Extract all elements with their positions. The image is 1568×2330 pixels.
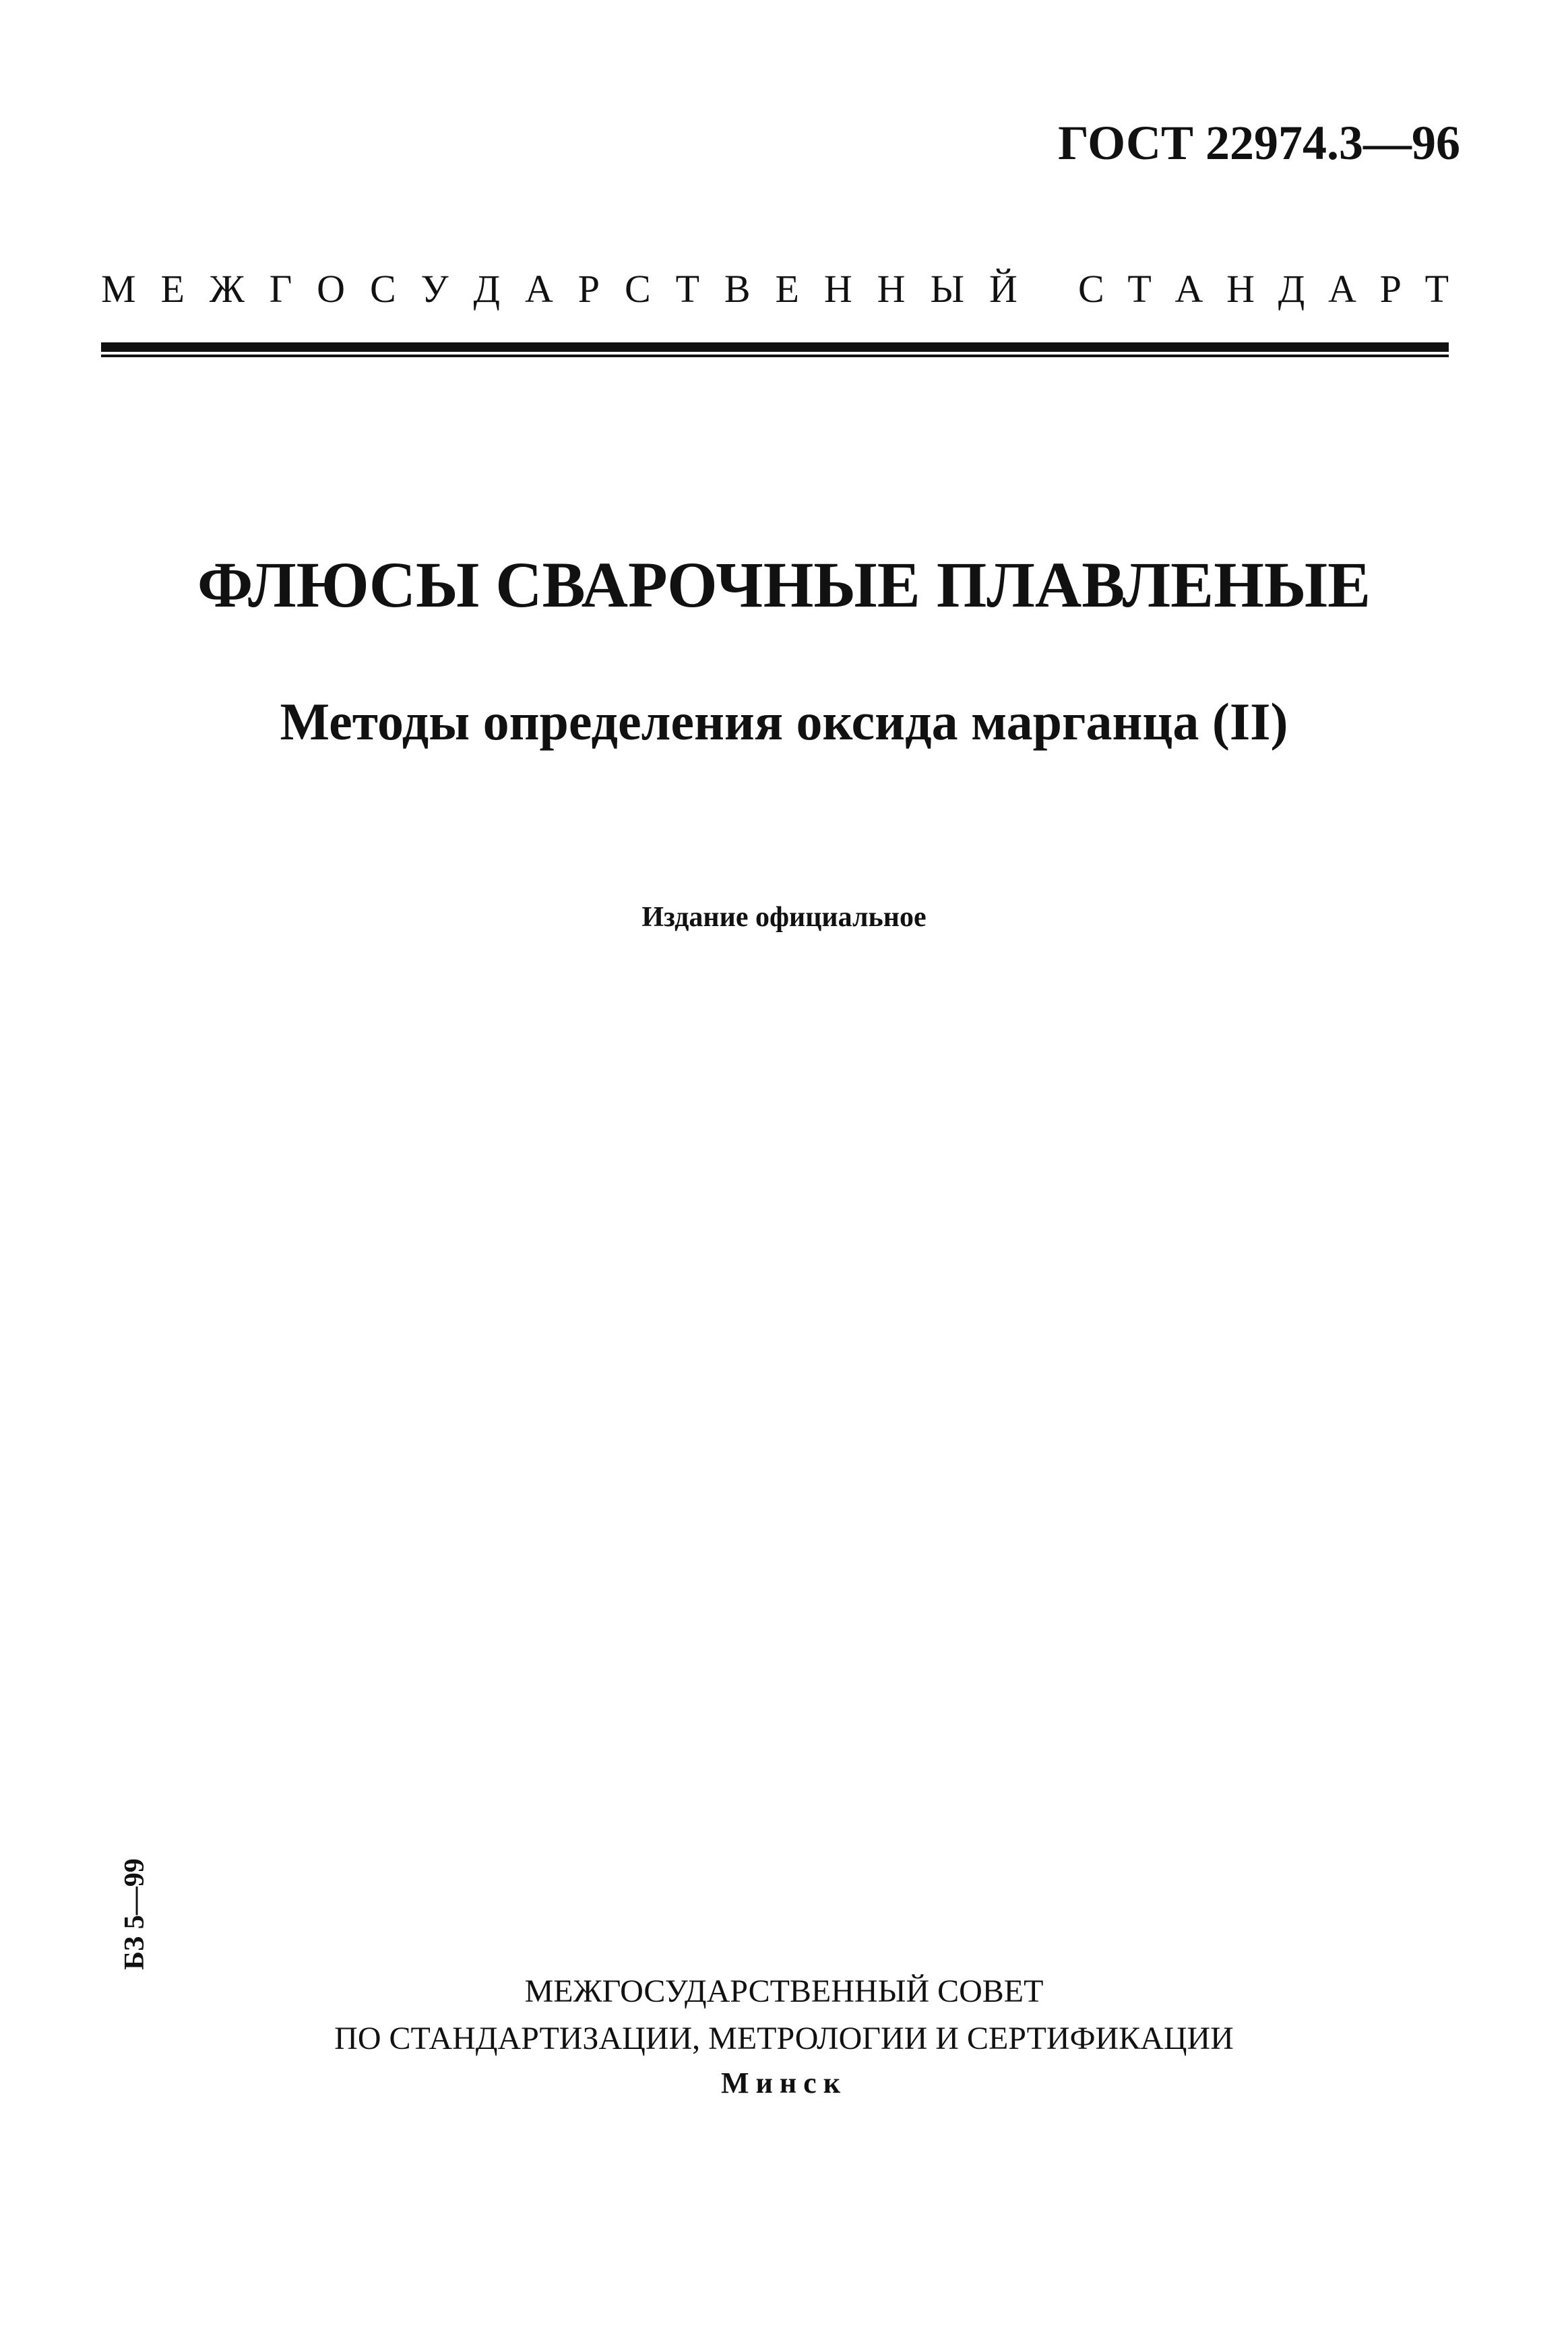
standard-type-word-1: М Е Ж Г О С У Д А Р С Т В Е Н Н Ы Й — [101, 267, 1017, 311]
standard-type-word-2: С Т А Н Д А Р Т — [1078, 267, 1449, 311]
publisher-line-1: МЕЖГОСУДАРСТВЕННЫЙ СОВЕТ — [524, 1973, 1044, 2009]
gost-number: ГОСТ 22974.3—96 — [1058, 116, 1460, 170]
document-title: ФЛЮСЫ СВАРОЧНЫЕ ПЛАВЛЕНЫЕ — [197, 549, 1371, 621]
publisher-city: Минск — [720, 2066, 848, 2100]
heading-divider-rule — [101, 342, 1449, 352]
document-subtitle: Методы определения оксида марганца (II) — [280, 692, 1288, 751]
publisher-block — [0, 1968, 1568, 2105]
publisher-line-2: ПО СТАНДАРТИЗАЦИИ, МЕТРОЛОГИИ И СЕРТИФИКАЦИИ — [334, 2020, 1234, 2056]
edition-note: Издание официальное — [641, 902, 927, 933]
standard-type-heading — [101, 267, 1449, 311]
side-catalog-code: БЗ 5—99 — [119, 1858, 150, 1970]
